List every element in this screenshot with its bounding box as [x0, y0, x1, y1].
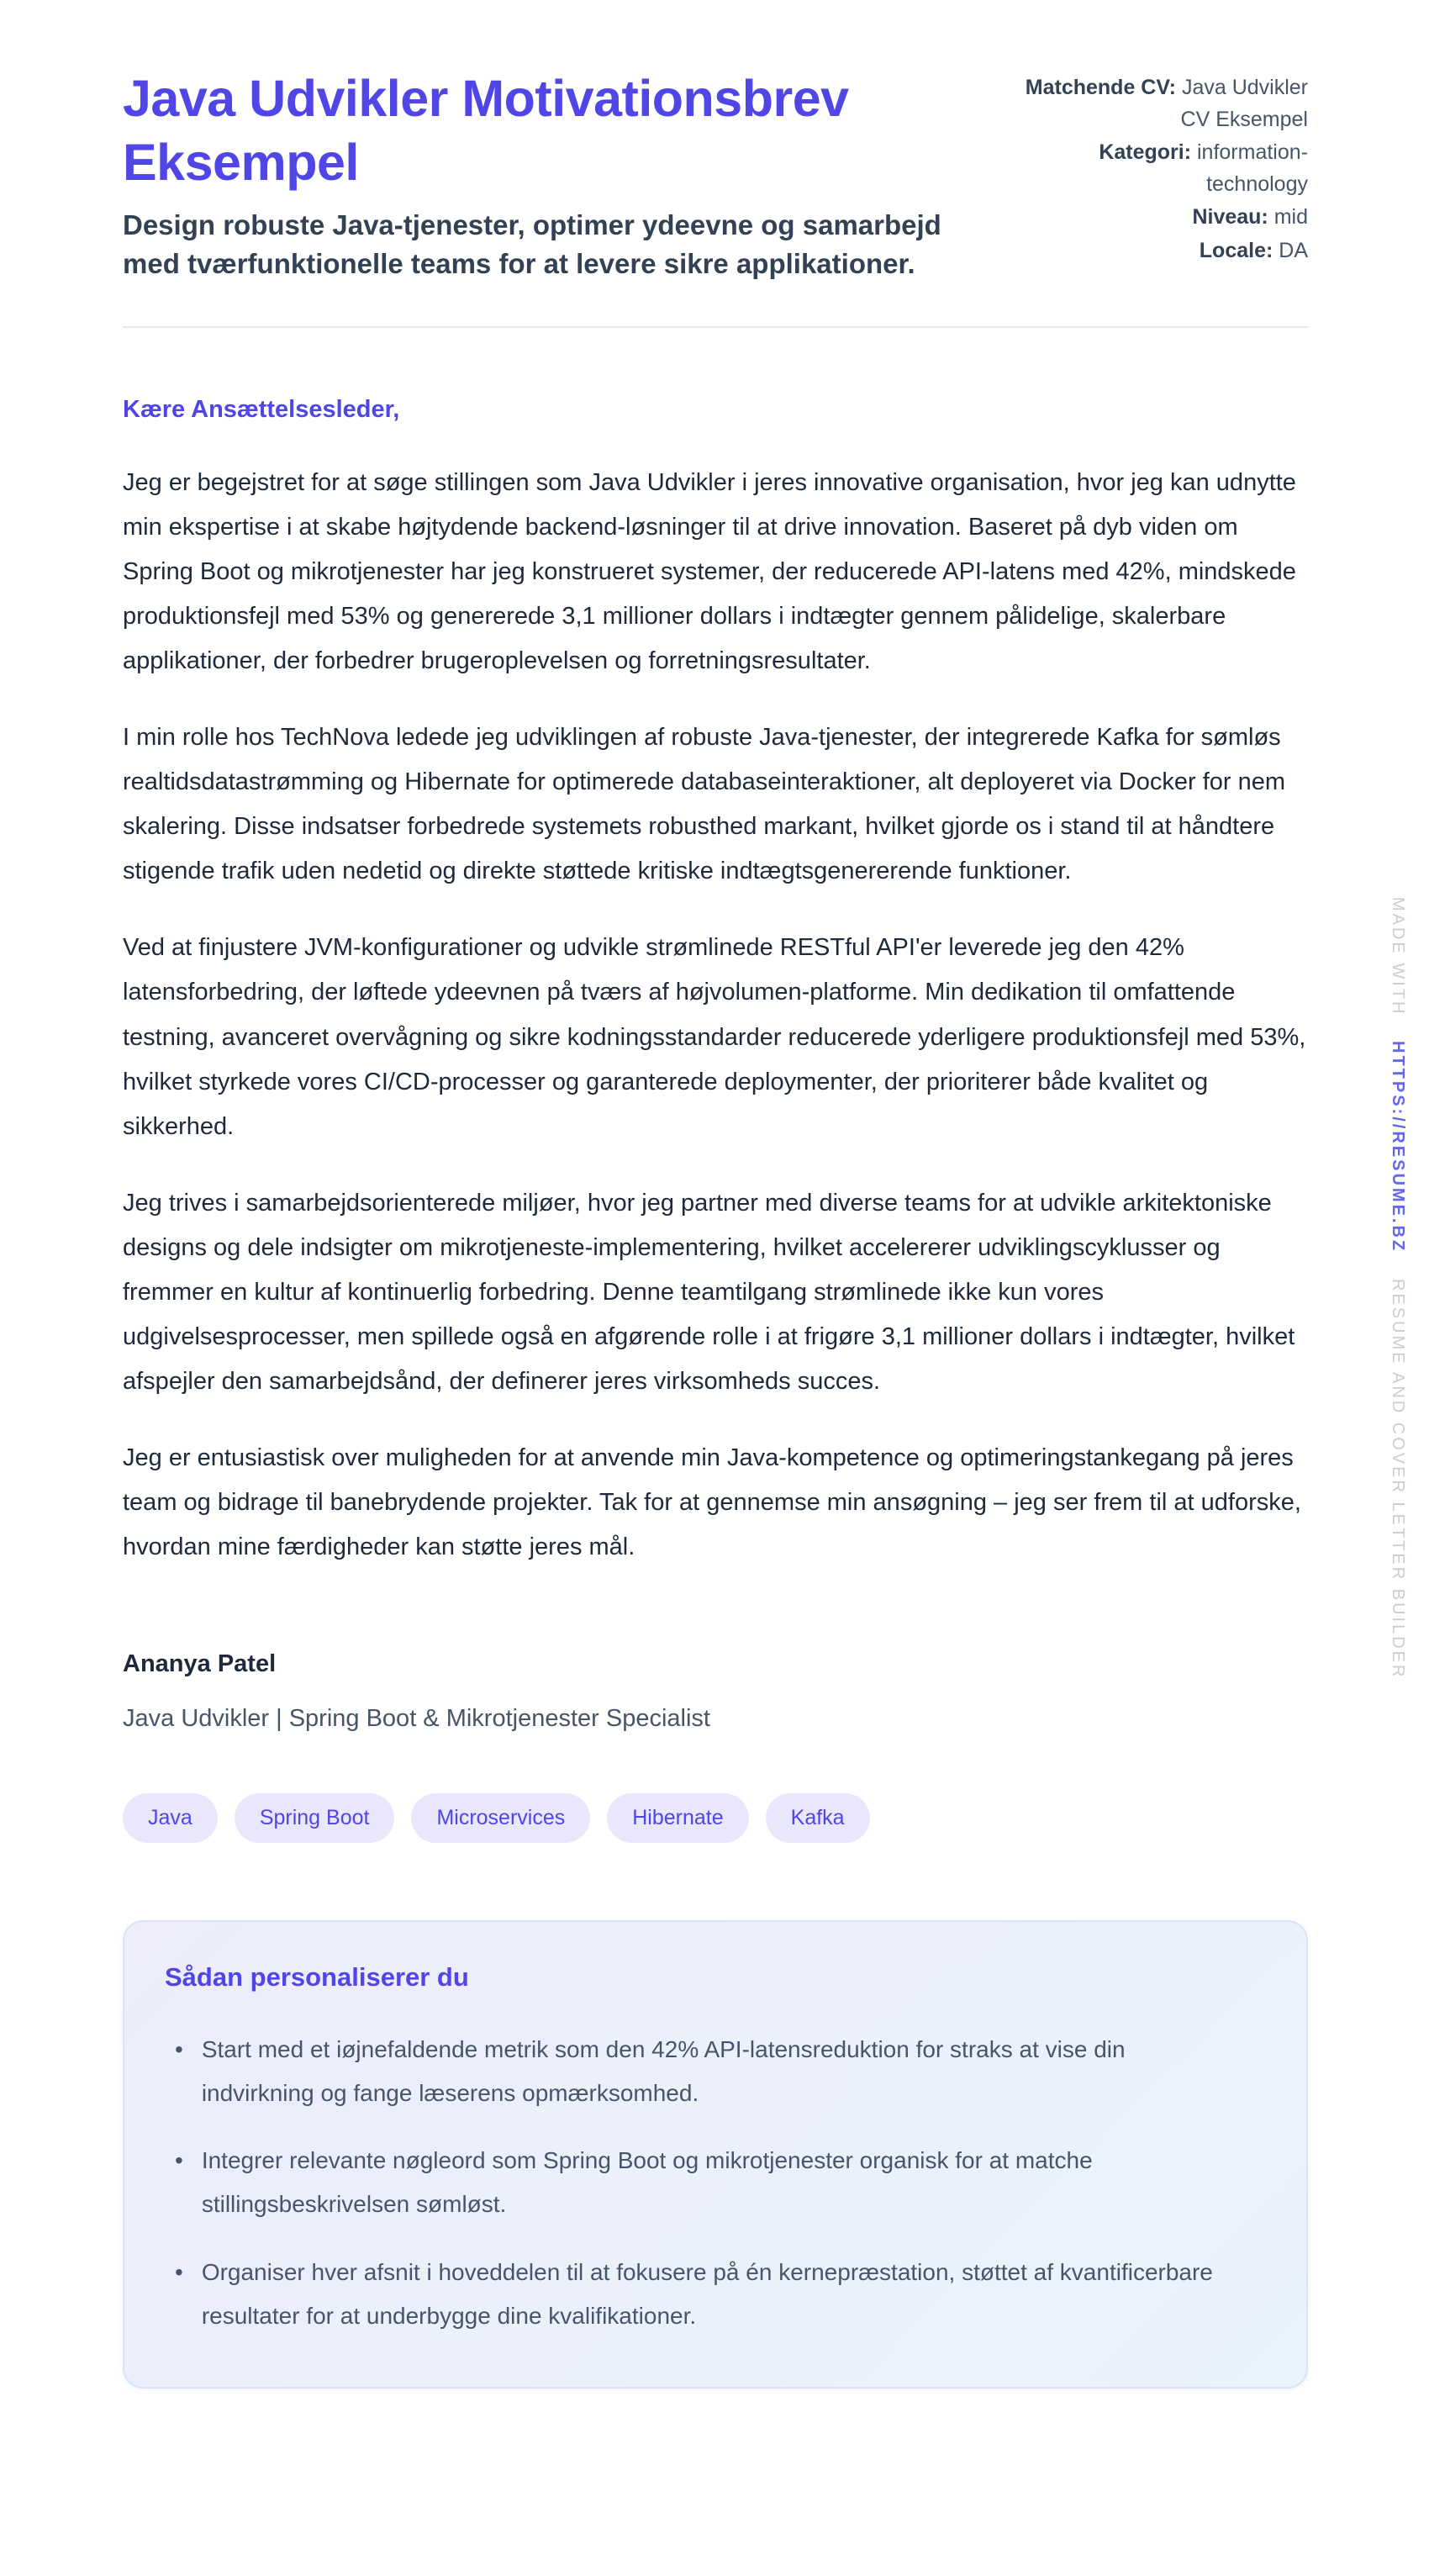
signature-role: Java Udvikler | Spring Boot & Mikrotjenester Specialist [123, 1705, 710, 1733]
tip-item [165, 2251, 1224, 2338]
content-container [123, 0, 1308, 2464]
tips-title: Sådan personaliserer du [165, 1962, 469, 1993]
tip-text: Organiser hver afsnit i hoveddelen til at fokusere på én kernepræstation, støttet af kvantificerbare resultater for at underbygge dine kvalifikationer. [201, 2258, 1213, 2329]
signature-name: Ananya Patel [123, 1650, 277, 1678]
meta-value: DA [1279, 238, 1308, 262]
tips-list [165, 2028, 1266, 2337]
signature-block [123, 1650, 1308, 1733]
bullet-icon: • [175, 2147, 183, 2174]
tag-hibernate[interactable]: Hibernate [607, 1793, 748, 1843]
meta-value: information-technology [1197, 140, 1308, 196]
watermark-resume-bz-link[interactable]: HTTPS://RESUME.BZ [1389, 1041, 1407, 1254]
tip-text: Start med et iøjnefaldende metrik som den 42% API-latensreduktion for straks at vise din indvirkning og fange læserens opmærksomhed. [201, 2036, 1126, 2107]
tag-java[interactable]: Java [123, 1793, 218, 1843]
header-title-block [123, 67, 963, 282]
meta-row-locale [1005, 235, 1308, 267]
tips-box [123, 1920, 1308, 2388]
tag-microservices[interactable]: Microservices [411, 1793, 590, 1843]
meta-value: Java Udvikler CV Eksempel [1180, 76, 1308, 131]
tip-item [165, 2028, 1224, 2115]
meta-row-category [1005, 137, 1308, 200]
letter-body [123, 392, 1308, 1733]
skill-tags [123, 1793, 1308, 1843]
letter-paragraph: Ved at finjustere JVM-konfigurationer og udvikle strømlinede RESTful API'er leverede jeg den 42% latensforbedring, der løftede ydeevnen på tværs af højvolumen-platforme. Min dedikation til omfattende testning, avanceret overvågning og sikre kodningsstandarder reducerede yderligere produktionsfejl med 53%, hvilket styrkede vores CI/CD-processer og garanterede deploymenter, der prioriterer både kvalitet og sikkerhed. [123, 934, 1306, 1140]
header-divider [123, 326, 1308, 328]
meta-row-level [1005, 202, 1308, 234]
meta-label: Matchende CV: [1025, 76, 1176, 99]
letter-paragraph: Jeg er begejstret for at søge stillingen som Java Udvikler i jeres innovative organisation, hvor jeg kan udnytte min ekspertise i at skabe højtydende backend-løsninger til at drive innovation. Baseret på dyb viden om Spring Boot og mikrotjenester har jeg konstrueret systemer, der reducerede API-latens med 42%, mindskede produktionsfejl med 53% og genererede 3,1 millioner dollars i indtægter gennem pålidelige, skalerbare applikationer, der forbedrer brugeroplevelsen og forretningsresultater. [123, 468, 1296, 675]
tag-spring-boot[interactable]: Spring Boot [235, 1793, 395, 1843]
meta-block [1005, 67, 1308, 268]
letter-paragraph: Jeg trives i samarbejdsorienterede miljøer, hvor jeg partner med diverse teams for at udvikle arkitektoniske designs og dele indsigter om mikrotjeneste-implementering, hvilket accelererer udviklingscyklusser og fremmer en kultur af kontinuerlig forbedring. Denne teamtilgang strømlinede ikke kun vores udgivelsesprocesser, men spillede også en afgørende rolle i at frigøre 3,1 millioner dollars i indtægter, hvilket afspejler den samarbejdsånd, der definerer jeres virksomheds succes. [123, 1189, 1295, 1395]
meta-label: Niveau: [1192, 205, 1268, 229]
meta-row-matching-cv [1005, 72, 1308, 135]
header [123, 67, 1308, 282]
watermark-made-with-label: MADE WITH [1389, 897, 1407, 1016]
page-title: Java Udvikler Motivationsbrev Eksempel [123, 70, 849, 191]
bullet-icon: • [175, 2258, 183, 2285]
meta-label: Kategori: [1099, 140, 1192, 164]
meta-value: mid [1273, 205, 1308, 229]
letter-paragraph: Jeg er entusiastisk over muligheden for at anvende min Java-kompetence og optimeringstankegang på jeres team og bidrage til banebrydende projekter. Tak for at gennemse min ansøgning – jeg ser frem til at udforske, hvordan mine færdigheder kan støtte jeres mål. [123, 1444, 1301, 1561]
watermark-builder-label: RESUME AND COVER LETTER BUILDER [1389, 1278, 1407, 1679]
letter-paragraph: I min rolle hos TechNova ledede jeg udviklingen af robuste Java-tjenester, der integrerede Kafka for sømløs realtidsdatastrømming og Hibernate for optimerede databaseinteraktioner, alt deployeret via Docker for nem skalering. Disse indsatser forbedrede systemets robusthed markant, hvilket gjorde os i stand til at håndtere stigende trafik uden nedetid og direkte støttede kritiske indtægtsgenererende funktioner. [123, 724, 1286, 885]
tip-item [165, 2139, 1224, 2226]
page-subtitle: Design robuste Java-tjenester, optimer ydeevne og samarbejd med tværfunktionelle teams for at levere sikre applikationer. [123, 209, 941, 279]
bullet-icon: • [175, 2036, 183, 2063]
watermark [1388, 897, 1407, 1679]
letter-greeting: Kære Ansættelsesleder, [123, 396, 400, 424]
tag-kafka[interactable]: Kafka [766, 1793, 870, 1843]
meta-label: Locale: [1199, 238, 1273, 262]
tip-text: Integrer relevante nøgleord som Spring Boot og mikrotjenester organisk for at matche stillingsbeskrivelsen sømløst. [201, 2147, 1093, 2218]
